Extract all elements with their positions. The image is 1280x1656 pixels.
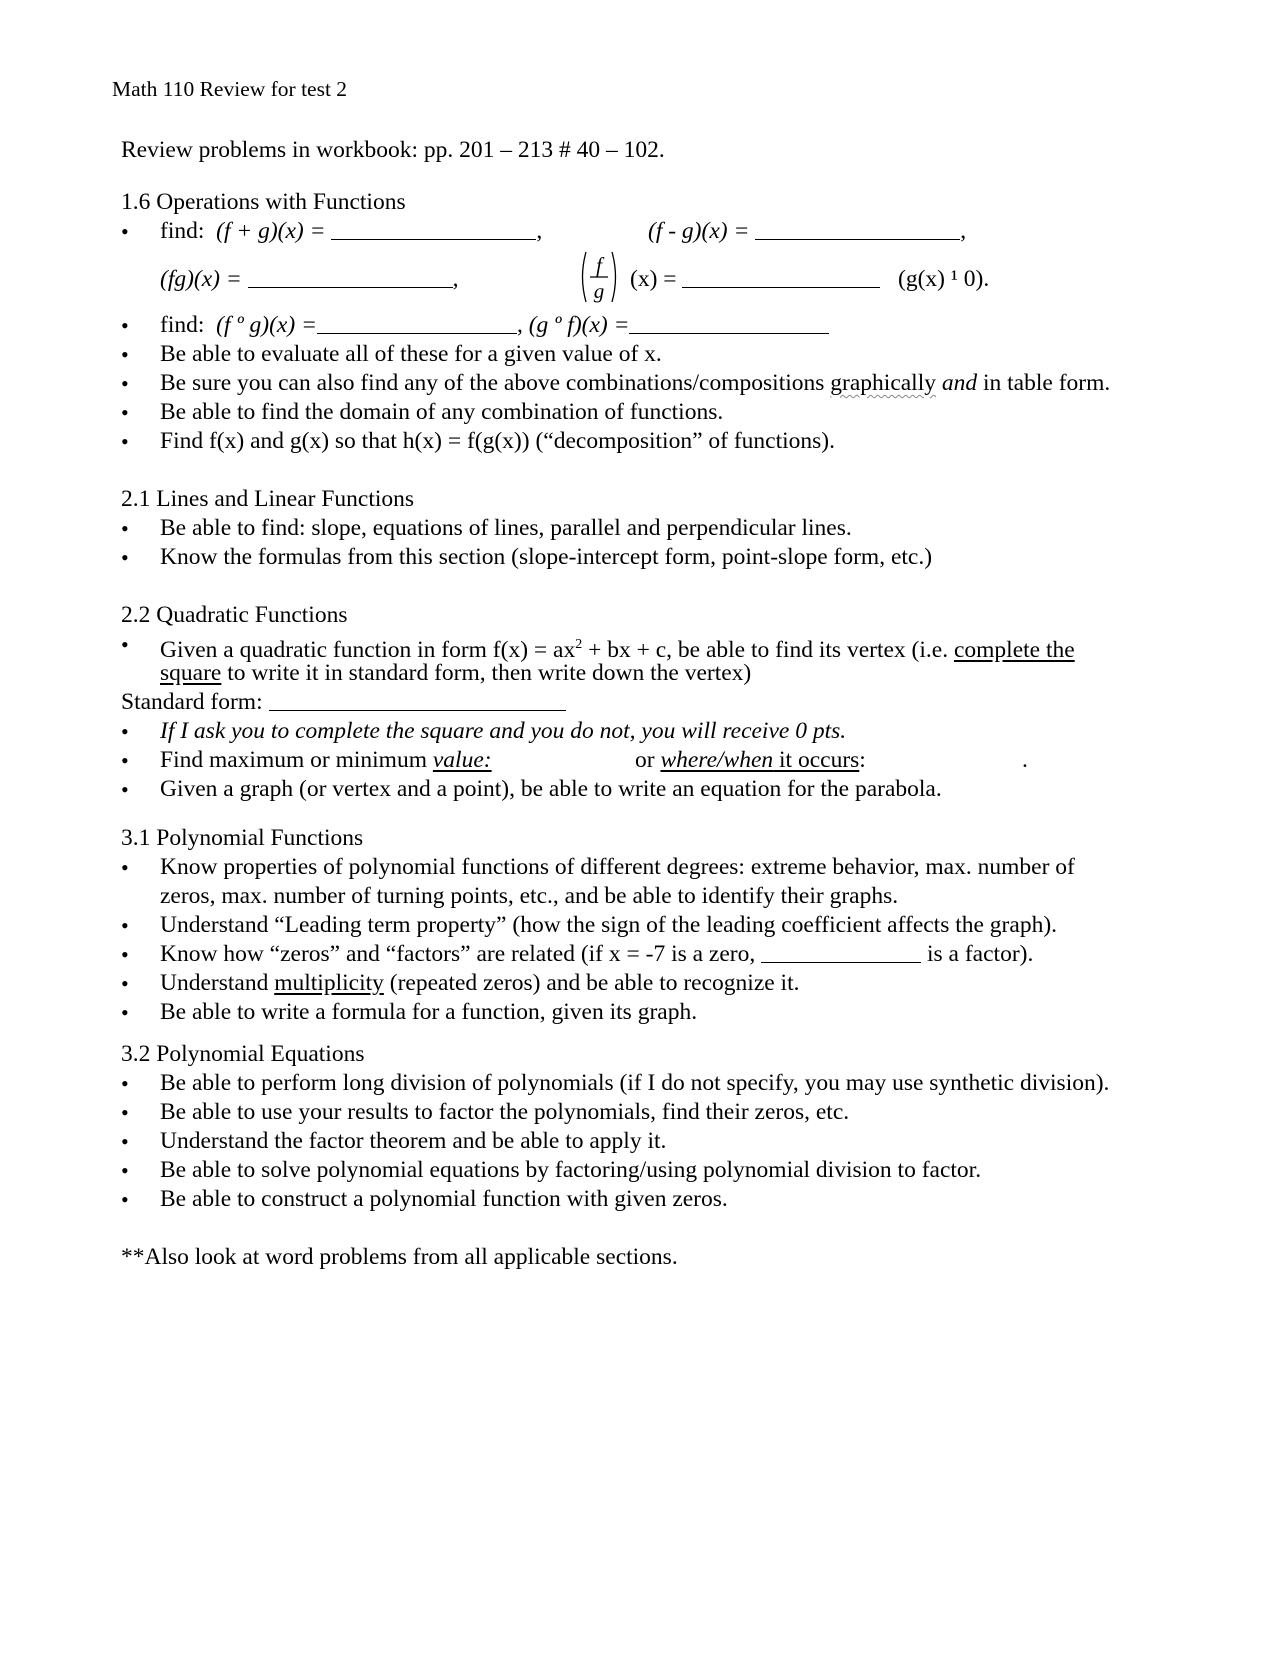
- standard-form-line: Standard form:: [121, 688, 566, 717]
- bullet: •: [121, 1129, 129, 1154]
- list-item: Be able to find: slope, equations of lines, parallel and perpendicular lines.: [160, 515, 852, 541]
- list-item: Understand multiplicity (repeated zeros) and be able to recognize it.: [160, 970, 800, 996]
- list-item: Be able to solve polynomial equations by factoring/using polynomial division to factor.: [160, 1157, 982, 1183]
- bullet: •: [121, 942, 129, 967]
- list-item: Understand the factor theorem and be able to apply it.: [160, 1128, 667, 1154]
- bullet: •: [121, 1000, 129, 1025]
- bullet: •: [121, 971, 129, 996]
- list-item: Know the formulas from this section (slope-intercept form, point-slope form, etc.): [160, 544, 933, 570]
- list-item: Be able to perform long division of polynomials (if I do not specify, you may use synthetic division).: [160, 1070, 1110, 1096]
- f-minus-g-line: (f - g)(x) = ,: [648, 218, 967, 244]
- f-of-g-label: (f º g)(x) =: [216, 312, 317, 338]
- answer-blank: [761, 942, 921, 963]
- bullet: •: [121, 429, 129, 454]
- list-item: Given a quadratic function in form $f(x) = ax^2$ + bx + c, be able to find its vertex (i.e. complete the: [160, 636, 1075, 663]
- fraction-numerator: f: [596, 253, 602, 277]
- list-item-period: .: [1022, 747, 1028, 773]
- list-item: Find maximum or minimum value:: [160, 747, 492, 773]
- section-3-2-heading: 3.2 Polynomial Equations: [121, 1041, 365, 1067]
- list-item: Find f(x) and g(x) so that h(x) = f(g(x)) (“decomposition” of functions).: [160, 428, 835, 454]
- list-item: Understand “Leading term property” (how the sign of the leading coefficient affects the graph).: [160, 912, 1058, 938]
- list-item-continued: zeros, max. number of turning points, etc., and be able to identify their graphs.: [160, 883, 899, 909]
- list-item-continued: square to write it in standard form, then write down the vertex): [160, 660, 752, 686]
- section-2-2-heading: 2.2 Quadratic Functions: [121, 602, 348, 628]
- bullet: •: [121, 855, 129, 880]
- list-item: Know properties of polynomial functions of different degrees: extreme behavior, max. number of: [160, 854, 1075, 880]
- f-plus-g-label: (f + g)(x) =: [216, 218, 326, 244]
- f-minus-g-label: (f - g)(x) =: [648, 218, 750, 244]
- answer-blank: [682, 267, 880, 288]
- fraction-denominator: g: [593, 279, 605, 303]
- list-item: Given a graph (or vertex and a point), be able to write an equation for the parabola.: [160, 776, 942, 802]
- bullet: •: [121, 632, 129, 657]
- bullet: •: [121, 719, 129, 744]
- f-over-g-line: (x) =: [630, 265, 880, 294]
- answer-blank: [331, 219, 536, 240]
- bullet: •: [121, 1071, 129, 1096]
- answer-blank: [755, 219, 960, 240]
- find-operations-line: find: (f + g)(x) = ,: [160, 218, 543, 244]
- footer-note: **Also look at word problems from all applicable sections.: [121, 1244, 678, 1270]
- page-title: Math 110 Review for test 2: [112, 77, 348, 101]
- list-item-part: or where/when it occurs:: [635, 747, 866, 773]
- g-nonzero-condition: (g(x) ¹ 0).: [898, 266, 990, 292]
- section-2-1-heading: 2.1 Lines and Linear Functions: [121, 486, 415, 512]
- section-3-1-heading: 3.1 Polynomial Functions: [121, 825, 364, 851]
- bullet: •: [121, 342, 129, 367]
- bullet: •: [121, 777, 129, 802]
- bullet: •: [121, 1100, 129, 1125]
- list-item: Be able to construct a polynomial function with given zeros.: [160, 1186, 728, 1212]
- bullet: •: [121, 313, 129, 338]
- section-1-6-heading: 1.6 Operations with Functions: [121, 189, 406, 215]
- fg-line: (fg)(x) = ,: [160, 266, 459, 292]
- bullet: •: [121, 748, 129, 773]
- g-of-f-label: (g º f)(x) =: [528, 312, 630, 338]
- bullet: •: [121, 913, 129, 938]
- list-item: Be able to find the domain of any combination of functions.: [160, 399, 724, 425]
- answer-blank: [248, 267, 453, 288]
- list-item: Be able to write a formula for a function, given its graph.: [160, 999, 698, 1025]
- list-item: Be able to use your results to factor the polynomials, find their zeros, etc.: [160, 1099, 850, 1125]
- bullet: •: [121, 545, 129, 570]
- list-item: Be sure you can also find any of the above combinations/compositions graphically and in table form.: [160, 370, 1111, 396]
- answer-blank: [269, 690, 566, 711]
- answer-blank: [629, 313, 829, 334]
- list-item: If I ask you to complete the square and you do not, you will receive 0 pts.: [160, 718, 847, 744]
- bullet: •: [121, 1187, 129, 1212]
- f-over-g-fraction: [578, 248, 620, 306]
- intro-line: Review problems in workbook: pp. 201 – 213 # 40 – 102.: [121, 137, 665, 163]
- find-composition-line: find: (f º g)(x) = , (g º f)(x) =: [160, 311, 829, 340]
- bullet: •: [121, 371, 129, 396]
- bullet: •: [121, 1158, 129, 1183]
- bullet: •: [121, 516, 129, 541]
- bullet: •: [121, 400, 129, 425]
- bullet: •: [121, 219, 129, 244]
- list-item: Be able to evaluate all of these for a given value of x.: [160, 341, 662, 367]
- answer-blank: [317, 313, 517, 334]
- fg-label: (fg)(x) =: [160, 266, 242, 292]
- list-item: Know how “zeros” and “factors” are related (if x = -7 is a zero, is a factor).: [160, 941, 1034, 967]
